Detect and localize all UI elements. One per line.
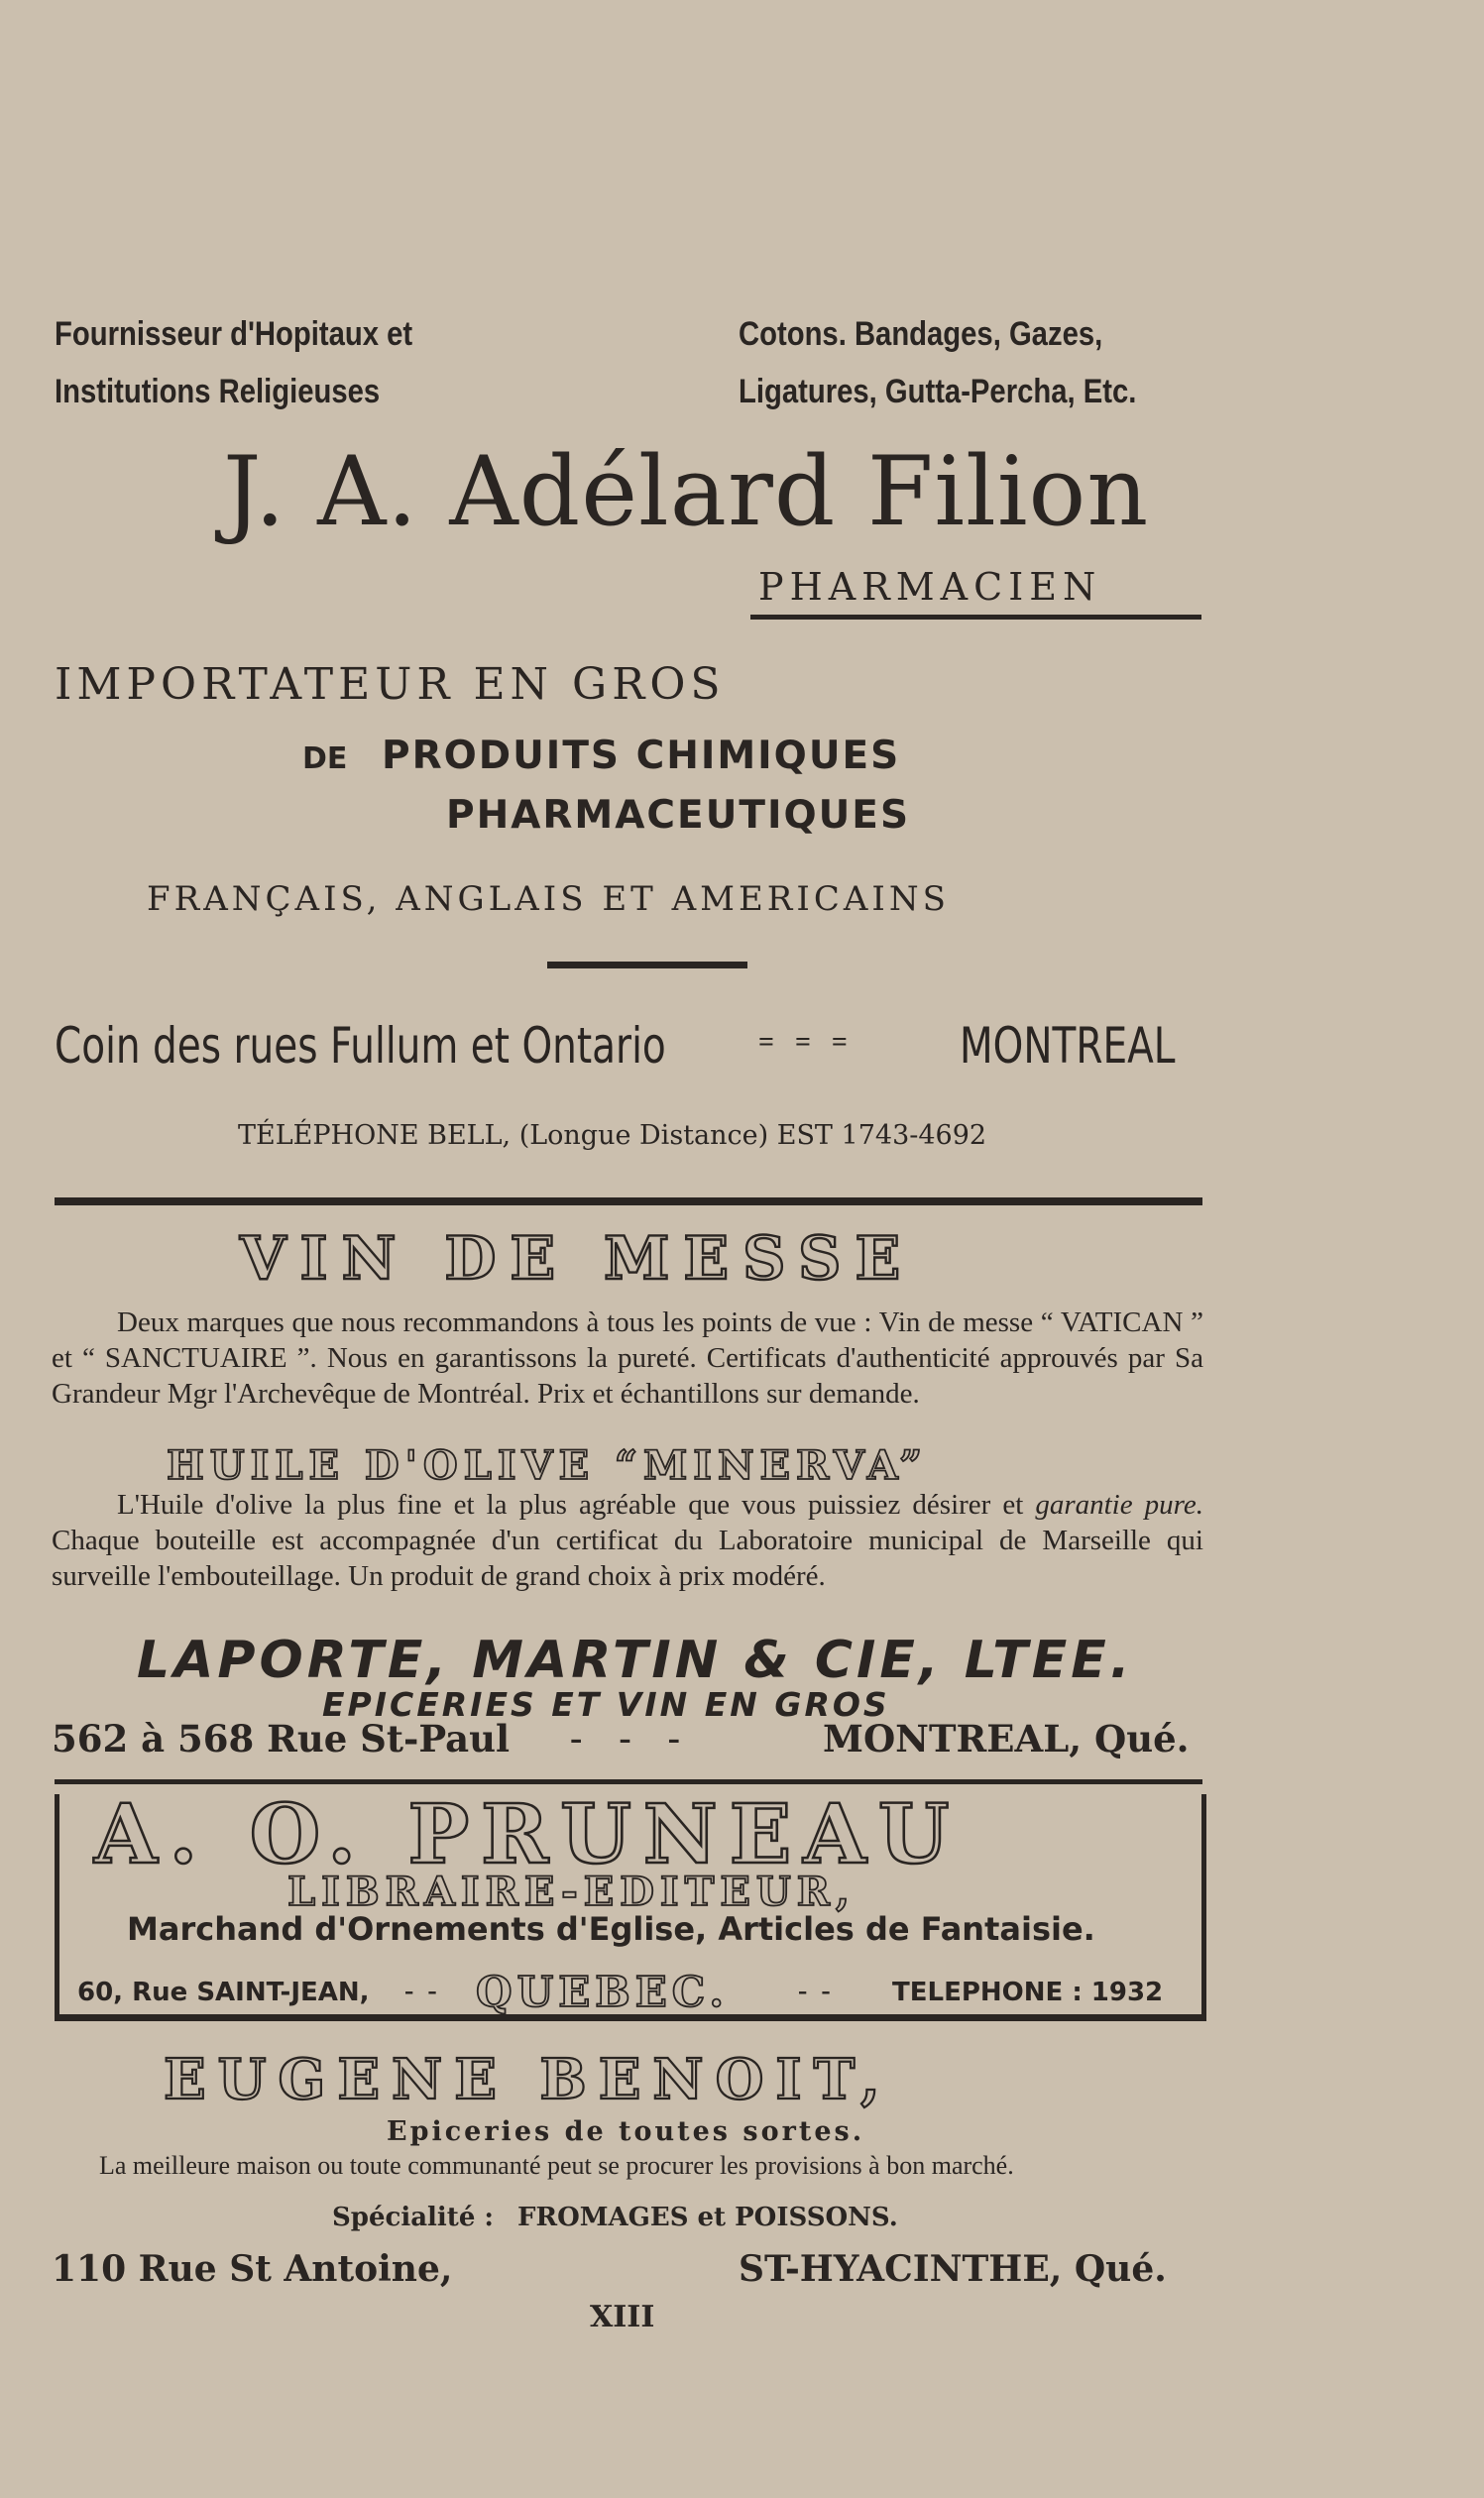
pruneau-dashes-1: - - — [404, 1976, 437, 2006]
laporte-address: 562 à 568 Rue St-Paul — [52, 1717, 511, 1760]
benoit-specialite-value: FROMAGES et POISSONS. — [517, 2203, 898, 2232]
section-divider-2 — [55, 1779, 1202, 1784]
pruneau-dashes-2: - - — [798, 1976, 831, 2006]
pharmacist-title: PHARMACIEN — [758, 565, 1102, 609]
huile-description — [52, 1487, 1203, 1594]
pruneau-title: LIBRAIRE-EDITEUR, — [287, 1869, 856, 1915]
importer-line: IMPORTATEUR EN GROS — [55, 659, 726, 710]
filion-city: MONTREAL — [960, 1017, 1176, 1075]
supplies-line-2: Ligatures, Gutta-Percha, Etc. — [739, 373, 1137, 410]
supplier-line-2: Institutions Religieuses — [55, 373, 381, 410]
laporte-city: MONTREAL, Qué. — [823, 1717, 1190, 1760]
title-underline — [750, 615, 1201, 620]
pruneau-name: A. O. PRUNEAU — [94, 1787, 962, 1882]
products-de: DE — [302, 741, 348, 776]
huile-heading: HUILE D'OLIVE “MINERVA” — [167, 1442, 929, 1489]
huile-italic: garantie pure. — [1035, 1489, 1203, 1521]
benoit-specialite-label: Spécialité : — [332, 2203, 495, 2232]
products-line-2: PHARMACEUTIQUES — [446, 793, 911, 838]
address-dashes: = = = — [758, 1027, 848, 1058]
pruneau-description: Marchand d'Ornements d'Eglise, Articles de Fantaisie. — [127, 1910, 1095, 1948]
origins-line: FRANÇAIS, ANGLAIS ET AMERICAINS — [147, 879, 950, 919]
benoit-description: La meilleure maison ou toute communanté peut se procurer les provisions à bon marché. — [99, 2151, 1014, 2180]
vin-heading: VIN DE MESSE — [240, 1224, 915, 1294]
laporte-subtitle: EPICERIES ET VIN EN GROS — [322, 1685, 890, 1724]
laporte-company: LAPORTE, MARTIN & CIE, LTEE. — [137, 1631, 1134, 1690]
pharmacist-name: J. A. Adélard Filion — [223, 436, 1150, 547]
supplies-line-1: Cotons. Bandages, Gazes, — [739, 315, 1103, 353]
pruneau-telephone: TELEPHONE : 1932 — [892, 1978, 1164, 2007]
supplier-line-1: Fournisseur d'Hopitaux et — [55, 315, 413, 353]
benoit-address: 110 Rue St Antoine, — [52, 2248, 453, 2290]
filion-telephone: TÉLÉPHONE BELL, (Longue Distance) EST 1743-4692 — [238, 1120, 987, 1151]
filion-address: Coin des rues Fullum et Ontario — [55, 1017, 666, 1075]
pruneau-city: QUEBEC. — [476, 1968, 730, 2016]
benoit-subtitle: Epiceries de toutes sortes. — [387, 2116, 865, 2147]
benoit-city: ST-HYACINTHE, Qué. — [739, 2248, 1167, 2290]
benoit-name: EUGENE BENOIT, — [164, 2047, 892, 2112]
huile-text-1: L'Huile d'olive la plus fine et la plus agréable que vous puissiez désirer et — [117, 1489, 1024, 1521]
vin-description: Deux marques que nous recommandons à tous les points de vue : Vin de messe “ VATICAN ” et “ SANCTUAIRE ”. Nous en garantissons la pureté. Certificats d'authenticité approuvés par Sa Grandeur Mgr l'Archevêque de Montréal. Prix et échantillons sur demande. — [52, 1306, 1203, 1410]
section-divider-1 — [55, 1197, 1202, 1205]
laporte-dashes: - - - — [570, 1718, 680, 1759]
page-number: XIII — [590, 2300, 655, 2334]
huile-text-2: Chaque bouteille est accompagnée d'un certificat du Laboratoire municipal de Marseille qui surveille l'embouteillage. Un produit de grand choix à prix modéré. — [52, 1525, 1203, 1592]
section-divider-short — [547, 962, 747, 968]
products-line-1: PRODUITS CHIMIQUES — [382, 734, 901, 778]
pruneau-address: 60, Rue SAINT-JEAN, — [77, 1978, 370, 2007]
